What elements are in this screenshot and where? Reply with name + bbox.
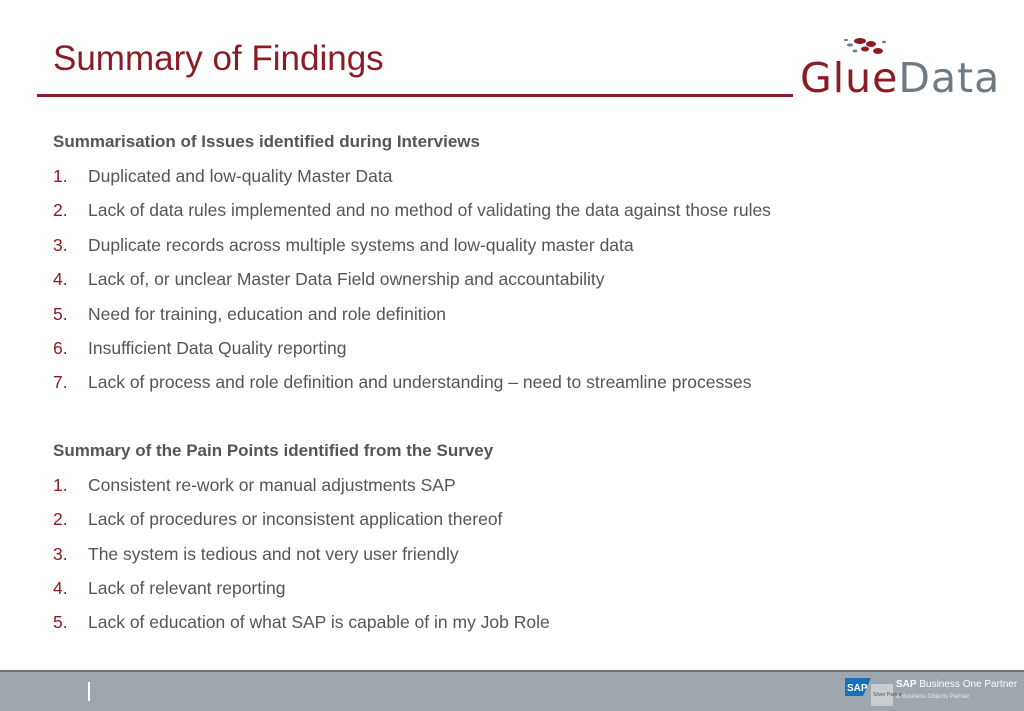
section-spacer (53, 403, 953, 437)
list-item-text: Lack of, or unclear Master Data Field ownership and accountability (88, 269, 605, 290)
list-item-text: Duplicated and low-quality Master Data (88, 166, 393, 186)
list-item (53, 368, 953, 402)
sap-label-rest: Business One Partner (916, 679, 1018, 690)
list-item (53, 608, 953, 642)
list-item-text: Lack of data rules implemented and no method of validating the data against those rules (88, 200, 771, 221)
list-item (53, 505, 953, 539)
list-number: 5. (53, 303, 68, 324)
list-number: 3. (53, 543, 68, 564)
logo-glue-text: Glue (800, 54, 899, 102)
sap-badge-text: SAP (847, 683, 868, 694)
gluedata-logo (798, 36, 1001, 104)
list-number: 2. (53, 200, 68, 221)
list-item (53, 265, 953, 299)
list-number: 4. (53, 269, 68, 290)
footer-bar (0, 670, 1024, 711)
list-item (53, 574, 953, 608)
list-item-text: Need for training, education and role definition (88, 303, 447, 324)
list-number: 3. (53, 234, 68, 255)
sap-partner-badge-icon (845, 678, 904, 706)
list-item-text: Duplicate records across multiple systems and low-quality master data (88, 234, 634, 255)
list-item-text: Insufficient Data Quality reporting (88, 337, 347, 358)
logo-data-text: Data (898, 54, 1001, 102)
list-item-text: Lack of procedures or inconsistent application thereof (88, 509, 503, 530)
title-underline (37, 94, 793, 97)
list-item (53, 231, 953, 265)
list-item (53, 334, 953, 368)
pain-points-list (53, 471, 953, 643)
list-number: 2. (53, 509, 68, 530)
footer-divider (88, 682, 90, 701)
list-item (53, 540, 953, 574)
content (53, 128, 953, 643)
list-number: 1. (53, 474, 68, 495)
list-item (53, 196, 953, 230)
sap-partner-label (896, 680, 1017, 690)
list-item (53, 471, 953, 505)
list-item-text: Lack of relevant reporting (88, 577, 286, 598)
sap-partner-sub: & Business Objects Partner (896, 694, 970, 700)
list-number: 1. (53, 166, 68, 186)
list-number: 6. (53, 337, 68, 358)
section-heading: Summary of the Pain Points identified from the Survey (53, 440, 494, 460)
list-item-text: Consistent re-work or manual adjustments SAP (88, 474, 456, 495)
list-item (53, 162, 953, 196)
page-title: Summary of Findings (53, 39, 384, 78)
interviews-section (53, 128, 953, 403)
logo-wordmark (800, 54, 1001, 102)
survey-section (53, 437, 953, 643)
list-item (53, 300, 953, 334)
issues-list (53, 162, 953, 403)
list-number: 7. (53, 372, 68, 393)
list-number: 5. (53, 612, 68, 633)
sap-badge-sub: Silver Partner (873, 692, 904, 698)
list-item-text: The system is tedious and not very user friendly (88, 543, 459, 564)
list-item-text: Lack of process and role definition and understanding – need to streamline processes (88, 372, 752, 393)
list-item-text: Lack of education of what SAP is capable of in my Job Role (88, 612, 550, 633)
sap-label-strong: SAP (896, 679, 917, 690)
section-heading: Summarisation of Issues identified during Interviews (53, 132, 480, 151)
list-number: 4. (53, 577, 68, 598)
